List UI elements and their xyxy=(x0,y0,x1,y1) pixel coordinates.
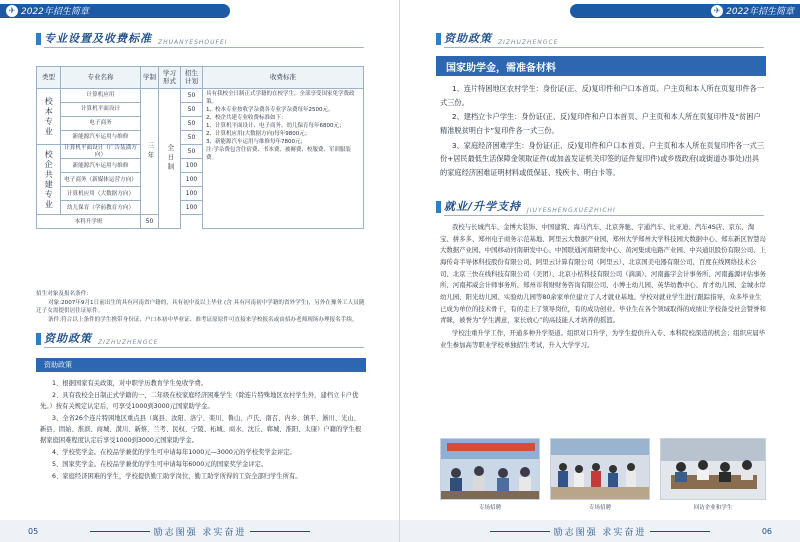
company-visit-photo-icon xyxy=(661,439,766,500)
fee-standard-cell xyxy=(203,89,364,229)
section-header-aid xyxy=(444,30,764,46)
fee-line: 注:学杂费包含住宿费、书本费、被褥费、校服费、军训服装费。 xyxy=(206,146,351,161)
section-pinyin: ZHUANYESHOUFEI xyxy=(158,39,228,46)
plan-cell: 50 xyxy=(181,145,203,159)
th-plan: 招生计划 xyxy=(181,67,203,89)
form-cell: 全日制 xyxy=(159,89,181,229)
major-name: 计算机平面设计 xyxy=(61,103,141,117)
page-footer xyxy=(400,520,800,542)
material-item: 3、家庭经济困难学生：身份证(正、反)复印件和户口本首页、户主页和本人所在页复印件各一式三份+居民最低生活保障金领取证件(或加盖发证机关印签的证件复印件)或乡级政府(或街道办事处)出具的家庭经济困难证明材料或低保证、残疾卡、明白卡等。 xyxy=(440,140,765,178)
plan-cell: 50 xyxy=(181,89,203,103)
aid-item: 5、国家奖学金。在校品学兼优的学生可申请每年6000元的国家奖学金评定。 xyxy=(52,461,268,469)
major-name: 本科升学班 xyxy=(37,215,141,229)
header-band xyxy=(400,0,800,22)
section-title: 资助政策 xyxy=(44,332,92,345)
header-title: 2022年招生简章 xyxy=(726,7,794,17)
grant-materials-bar-label: 国家助学金，需准备材料 xyxy=(446,62,556,74)
aid-item: 4、学校奖学金。在校品学兼优的学生可申请每年1000元—3000元的学校奖学金评定。 xyxy=(52,449,296,457)
aid-item: 1、根据国家有关政策，对中职学历教育学生免收学费。 xyxy=(52,380,208,387)
table-header-row xyxy=(37,67,364,89)
footer-rule xyxy=(250,531,310,532)
section-header-majors xyxy=(44,30,364,46)
page-number: 06 xyxy=(761,526,772,536)
enrollment-notes xyxy=(36,290,366,325)
photo-company-visit xyxy=(660,438,766,500)
section-marker xyxy=(36,333,41,345)
photo-caption: 专场招聘 xyxy=(588,505,611,511)
majors-fee-table xyxy=(36,66,364,229)
aid-item: 3、全省26个连片特困地区重点县（嵩县、汝阳、洛宁、栾川、鲁山、卢氏、南召、内乡、镇平、淅川、光山、新县、固始、淮滨、商城、潢川、新蔡、兰考、民权、宁陵、柘城、商水、沈丘、郸城、淮阳、太康）户籍的学生根据家庭困难程度认定后享受1000到3000元国家助学金。 xyxy=(40,415,362,445)
footer-slogan: 励志图强 求实奋进 xyxy=(153,527,247,538)
section-marker xyxy=(436,201,441,213)
duration-cell: 三年 xyxy=(141,89,159,215)
plan-cell: 100 xyxy=(181,201,203,215)
material-item: 1、连片特困地区农村学生：身份证(正、反)复印件和户口本首页、户主页和本人所在页复印件各一式三份。 xyxy=(440,84,765,107)
table-row xyxy=(37,89,364,103)
section-header-aid xyxy=(44,330,364,346)
footer-rule xyxy=(90,531,150,532)
th-type: 类型 xyxy=(37,67,61,89)
plan-cell: 100 xyxy=(181,173,203,187)
category-joint-majors: 校企共建专业 xyxy=(37,145,61,215)
grant-materials-list xyxy=(440,82,766,181)
th-fee: 收费标准 xyxy=(203,67,364,89)
plan-cell: 50 xyxy=(181,103,203,117)
major-name: 计算机应用 xyxy=(61,89,141,103)
aid-policy-list xyxy=(40,378,366,483)
section-title: 就业/升学支持 xyxy=(444,200,522,213)
fee-line: 2、校企共建专业收费标准如下： xyxy=(206,114,287,121)
page-number: 05 xyxy=(28,526,39,536)
major-name: 电子商务（新媒体运营方向） xyxy=(61,173,141,187)
footer-rule xyxy=(490,531,550,532)
fee-line: 3、新能源汽车运用与维修每年7800元； xyxy=(206,138,306,145)
notes-object: 对象:2007年9月1日前出生的具有河南省户籍的，具有初中及以上毕业 (含 具有河南初中学籍的省外学生)，另外在豫务工人员随迁子女需提供居住证原件。 xyxy=(36,299,365,315)
section-underline xyxy=(444,47,764,48)
major-name: 新能源汽车运用与维修 xyxy=(61,159,141,173)
aid-item: 2、具有我校全日制正式学籍的一、二年级在校家庭经济困难学生（除连片特殊地区农村学生外，建档立卡户优先。）按有关规定认定后，可享受1000到3000元国家助学金。 xyxy=(40,392,359,411)
th-major: 专业名称 xyxy=(61,67,141,89)
th-form: 学习形式 xyxy=(159,67,181,89)
photo-caption: 回访企业和学生 xyxy=(693,505,733,511)
section-header-employment xyxy=(444,198,764,214)
plan-cell: 50 xyxy=(181,117,203,131)
material-item: 2、建档立卡户学生：身份证(正、反)复印件和户口本首页、户主页和本人所在页复印件及“贫困户精准脱贫明白卡”复印件各一式三份。 xyxy=(440,112,761,136)
category-school-majors: 校本专业 xyxy=(37,89,61,145)
job-fair-photo-icon xyxy=(441,439,540,500)
section-pinyin: ZIZHUZHENGCE xyxy=(98,339,159,346)
notes-heading: 招生对象及报名条件： xyxy=(36,291,92,297)
photo-caption: 专场招聘 xyxy=(478,505,501,511)
section-title: 专业设置及收费标准 xyxy=(44,32,152,45)
section-marker xyxy=(36,33,41,45)
page-right xyxy=(400,0,800,542)
plan-cell: 50 xyxy=(181,131,203,145)
notes-conditions: 条件:符合以上条件的学生携带身份证、户口本初中毕业证、准考证原原件可直接来学校报名或由招办老师现场办理报名手续。 xyxy=(48,316,358,323)
aid-policy-bar-label: 资助政策 xyxy=(44,361,72,369)
major-name: 计算机平面设计（广告装潢方向） xyxy=(61,145,141,159)
page-footer xyxy=(0,520,400,542)
th-duration: 学制 xyxy=(141,67,159,89)
employment-text xyxy=(440,222,766,352)
section-underline xyxy=(44,47,364,48)
plan-cell: 100 xyxy=(181,187,203,201)
further-study-paragraph: 学校注重升学工作，开通多种升学渠道。组织对口升学，为学生提供升入专、本科院校深造的机会；组织应届毕业生参加高等职业学校单独招生考试，升入大学学习。 xyxy=(440,328,766,349)
section-pinyin: ZIZHUZHENGCE xyxy=(498,39,559,46)
major-name: 新能源汽车运用与维修 xyxy=(61,131,141,145)
section-marker xyxy=(436,33,441,45)
fee-line: 具有我校全日制正式学籍的在校学生，全部享受国家免学费政策。 xyxy=(206,91,355,105)
footer-slogan: 励志图强 求实奋进 xyxy=(553,527,647,538)
section-underline xyxy=(44,347,364,348)
major-name: 幼儿保育（学前教育方向） xyxy=(61,201,141,215)
aid-item: 6、家庭经济困难的学生，学校提供勤工助学岗位，勤工助学所得的工资全部归学生所有。 xyxy=(52,473,302,481)
school-logo-icon: ✈ xyxy=(711,5,723,17)
header-title: 2022年招生简章 xyxy=(21,7,89,17)
employment-paragraph: 我校与长城汽车、金博大装饰、中国建筑、海马汽车、北京奔驰、宇通汽车、比亚迪、汽车4S店、京东、淘宝、拼多多、郑州电子商务示范基地、阿里云大数据产业园、郑州大学郑州大学科技园大数据中心、郑东新区智慧岛大数据产业园、中国移动河南研发中心、中国联通河南研发中心、黄河集成电路产业园、中兴通讯股份有限公司、上海传奇半导体科技股份有限公司、阿里云计算有限公司（阿里云）、北京国美电器有限公司、百度在线网络技术公司、北京三快在线科技有限公司（美团）、北京小桔科技有限公司（滴滴）、河南鑫宇会计事务所、河南鑫源评估事务所、河南邦威会计师事务所、郑州市利财财务咨询有限公司、小博士幼儿园、英华幼教中心、育才幼儿园、金城水岸幼儿园、阳光幼儿园、实验幼儿园等80余家单位建立了人才就业基地。学校对就业学生进行跟踪指导，众多毕业生已成为单位的技术骨干，有的走上了领导岗位，有的成功创业。毕业生在各个领域取得的成绩让学校备受社会赞誉和青睐，被誉为“学生满意，家长放心”的高技能人才培养的摇篮。 xyxy=(440,223,766,325)
section-pinyin: JIUYESHENGXUEZHICHI xyxy=(527,207,616,214)
section-title: 资助政策 xyxy=(444,32,492,45)
major-name: 计算机应用（大数据方向） xyxy=(61,187,141,201)
photo-job-fair-1 xyxy=(440,438,540,500)
major-name: 电子商务 xyxy=(61,117,141,131)
job-fair-photo-icon xyxy=(551,439,650,500)
header-brand xyxy=(711,4,794,17)
header-band xyxy=(0,0,400,22)
plan-cell: 100 xyxy=(181,159,203,173)
photo-job-fair-2 xyxy=(550,438,650,500)
plan-cell: 50 xyxy=(141,215,159,229)
fee-line: 1、校本专业按收学杂费各专业学杂费每年2500元。 xyxy=(206,106,334,113)
grant-materials-bar xyxy=(436,56,766,76)
footer-rule xyxy=(650,531,710,532)
section-underline xyxy=(444,215,764,216)
header-brand xyxy=(6,4,89,17)
aid-policy-bar xyxy=(36,358,366,372)
fee-line: 1、计算机平面设计、电子商务、幼儿保育每年6800元； xyxy=(206,122,345,129)
fee-line: 2、计算机应用(大数据方向)每年9800元； xyxy=(206,130,311,137)
school-logo-icon: ✈ xyxy=(6,5,18,17)
